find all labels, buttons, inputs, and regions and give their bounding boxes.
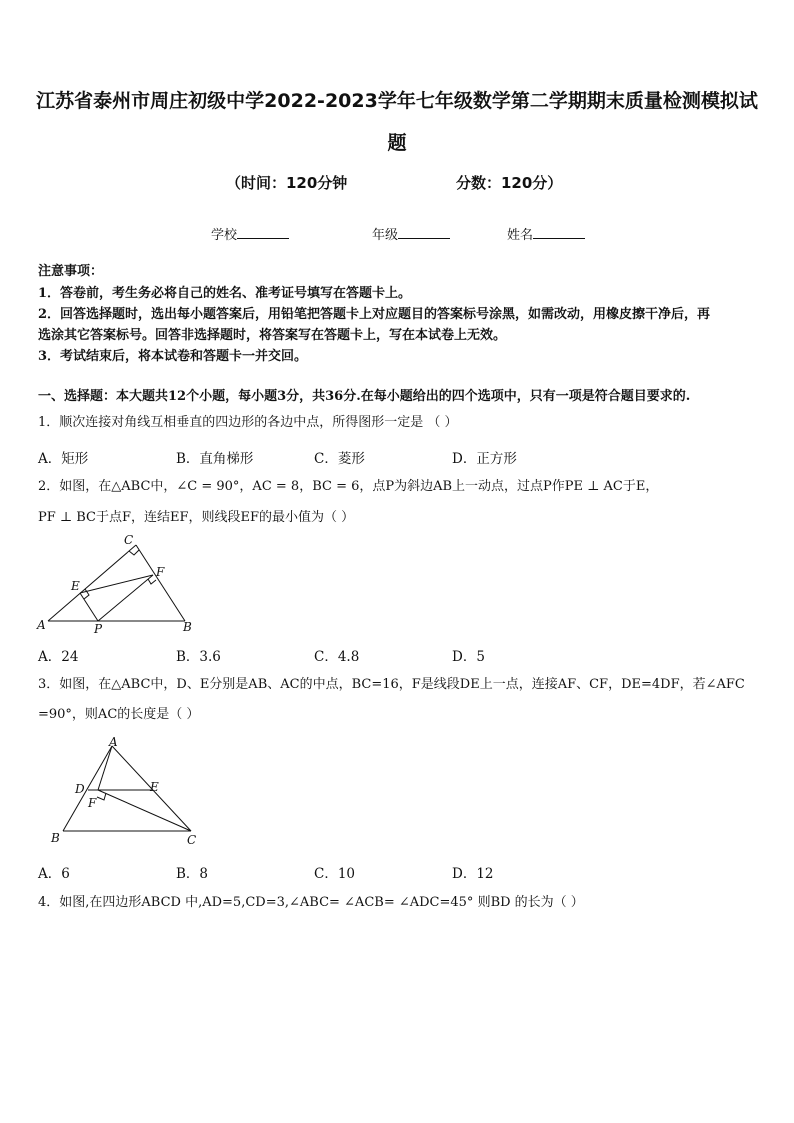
label-a: A	[37, 618, 46, 632]
right-angle-mark-f	[148, 579, 156, 584]
question-1-option-b: B．直角梯形	[176, 451, 254, 467]
label-b: B	[51, 831, 60, 845]
segment-pe	[80, 593, 98, 621]
question-1-option-c: C．菱形	[314, 451, 365, 467]
question-1-stem: 1．顺次连接对角线互相垂直的四边形的各边中点，所得图形一定是 （ ）	[38, 415, 458, 430]
question-3-option-d: D．12	[452, 866, 494, 882]
exam-title-line2: 题	[387, 132, 407, 154]
label-e: E	[150, 780, 159, 794]
grade-field	[372, 224, 450, 243]
question-3-option-c: C．10	[314, 866, 356, 882]
label-a: A	[109, 735, 118, 749]
question-1-option-d: D．正方形	[452, 451, 517, 467]
question-3-figure	[40, 734, 210, 850]
question-2-option-b: B．3.6	[176, 649, 221, 665]
exam-time: （时间：120分钟	[226, 174, 348, 192]
note-item: 3．考试结束后，将本试卷和答题卡一并交回。	[38, 349, 308, 364]
name-field	[507, 224, 585, 243]
note-item: 选涂其它答案标号。回答非选择题时，将答案写在答题卡上，写在本试卷上无效。	[38, 328, 507, 343]
question-4-stem: 4．如图,在四边形ABCD 中,AD=5,CD=3,∠ABC= ∠ACB= ∠ADC=45° 则BD 的长为（ ）	[38, 895, 584, 910]
segment-af	[98, 746, 112, 790]
label-b: B	[183, 620, 192, 634]
label-f: F	[88, 796, 97, 810]
note-item: 2．回答选择题时，选出每小题答案后，用铅笔把答题卡上对应题目的答案标号涂黑，如需改动，用橡皮擦干净后，再	[38, 307, 711, 322]
name-blank	[533, 226, 585, 239]
label-p: P	[94, 622, 103, 636]
label-e: E	[71, 579, 80, 593]
question-2-figure	[30, 532, 210, 636]
school-field	[211, 224, 289, 243]
question-3-stem-line1: 3．如图，在△ABC中，D、E分别是AB、AC的中点，BC=16，F是线段DE上一点，连接AF、CF，DE=4DF，若∠AFC	[38, 677, 745, 692]
segment-ac	[48, 545, 136, 621]
notes-heading: 注意事项：	[38, 264, 104, 279]
question-1-option-a: A．矩形	[38, 451, 89, 467]
grade-blank	[398, 226, 450, 239]
question-3-stem-line2: =90°，则AC的长度是（ ）	[38, 707, 200, 722]
segment-ab	[63, 746, 112, 831]
school-blank	[237, 226, 289, 239]
grade-label: 年级	[372, 228, 399, 243]
question-3-option-b: B．8	[176, 866, 209, 882]
label-d: D	[75, 782, 85, 796]
exam-title-line1: 江苏省泰州市周庄初级中学2022-2023学年七年级数学第二学期期末质量检测模拟试	[36, 90, 758, 112]
exam-score: 分数：120分）	[456, 174, 563, 192]
right-angle-mark-c	[129, 550, 139, 555]
segment-fc	[98, 790, 191, 831]
right-angle-mark-f	[97, 793, 106, 800]
section-heading: 一、选择题：本大题共12个小题，每小题3分，共36分.在每小题给出的四个选项中，只有一项是符合题目要求的.	[38, 389, 691, 404]
label-f: F	[156, 565, 165, 579]
note-item: 1．答卷前，考生务必将自己的姓名、准考证号填写在答题卡上。	[38, 286, 412, 301]
label-c: C	[124, 533, 134, 547]
question-2-option-a: A．24	[38, 649, 79, 665]
question-2-stem-line1: 2．如图，在△ABC中，∠C = 90°，AC = 8，BC = 6，点P为斜边AB上一动点，过点P作PE ⊥ AC于E，	[38, 479, 659, 494]
question-2-option-d: D．5	[452, 649, 485, 665]
name-label: 姓名	[507, 228, 534, 243]
school-label: 学校	[211, 228, 238, 243]
label-c: C	[187, 833, 197, 847]
question-3-option-a: A．6	[38, 866, 70, 882]
question-2-stem-line2: PF ⊥ BC于点F，连结EF，则线段EF的最小值为（ ）	[38, 510, 355, 525]
question-2-option-c: C．4.8	[314, 649, 360, 665]
